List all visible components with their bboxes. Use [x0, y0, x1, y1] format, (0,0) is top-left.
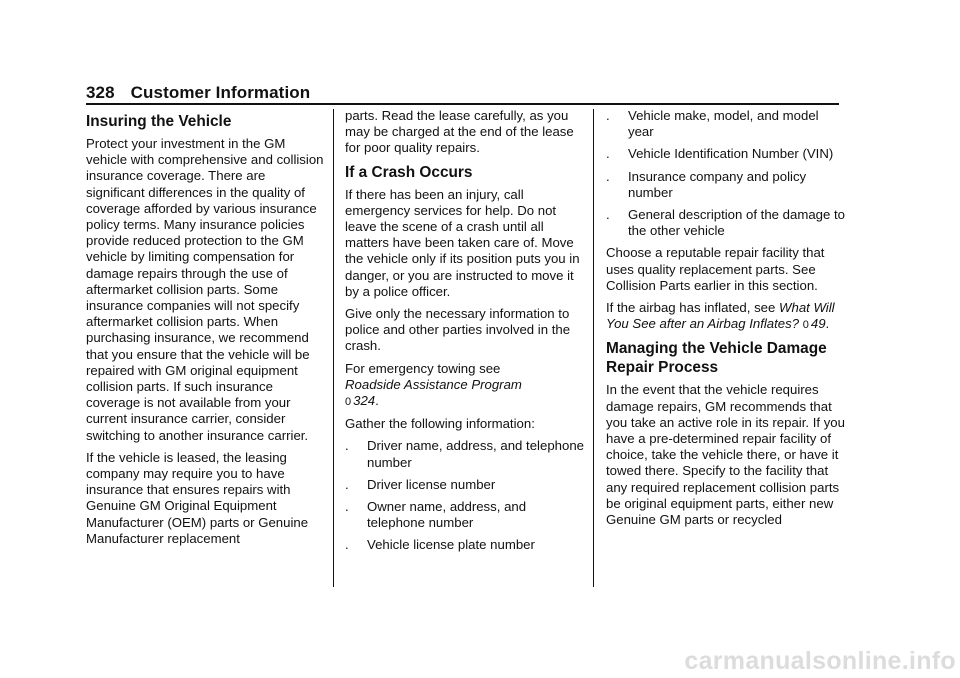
- paragraph-gather-info: Gather the following information:: [345, 416, 535, 432]
- bullet-icon: .: [606, 168, 610, 184]
- bullet-icon: .: [606, 146, 610, 162]
- page-arrow-icon: 0: [802, 319, 809, 332]
- list-item: . Vehicle license plate number: [345, 537, 535, 553]
- paragraph-repair-process: In the event that the vehicle requires damage repairs, GM recommends that you take an active role in its repair. If you have a pre-determined repair facility of choice, take the vehicle there, or have it towed there. Specify to the facility that any required replacement collision parts be original equipment parts, either new Genuine GM parts or recycled: [606, 382, 845, 528]
- paragraph-insurance-coverage: Protect your investment in the GM vehicle with comprehensive and collision insurance coverage. There are significant differences in the quality of coverage afforded by various insurance policy terms. Many insurance policies provide reduced protection to the GM vehicle by limiting compensation for damage repairs through the use of aftermarket collision parts. Some insurance companies will not specify aftermarket collision parts. When purchasing insurance, we recommend that you ensure that the vehicle will be repaired with GM original equipment collision parts. If such insurance coverage is not available from your current insurance carrier, consider switching to another insurance carrier.: [86, 136, 324, 443]
- paragraph-airbag: If the airbag has inflated, see What Will You See after an Airbag Inflates? 0 49.: [606, 300, 835, 332]
- page-arrow-icon: 0: [345, 396, 352, 409]
- paragraph-repair-facility: Choose a reputable repair facility that uses quality replacement parts. See Collision Parts earlier in this section.: [606, 245, 825, 293]
- list-item: . Vehicle make, model, and model year: [606, 108, 819, 140]
- list-item: . Driver name, address, and telephone number: [345, 438, 584, 470]
- heading-insuring: Insuring the Vehicle: [86, 113, 232, 130]
- heading-managing-repair: Managing the Vehicle Damage Repair Process: [606, 340, 827, 377]
- column-2: [345, 108, 585, 560]
- list-item: . General description of the damage to the other vehicle: [606, 207, 845, 239]
- bullet-icon: .: [345, 438, 349, 454]
- towing-lead-text: For emergency towing see: [345, 360, 501, 376]
- page-ref-49[interactable]: 49: [810, 316, 826, 332]
- column-divider-1: [333, 109, 334, 587]
- paragraph-leased-vehicle: If the vehicle is leased, the leasing company may require you to have insurance that ensures repairs with Genuine GM Original Equipment Manufacturer (OEM) parts or Genuine Manufacturer replacement: [86, 449, 309, 546]
- list-item: . Vehicle Identification Number (VIN): [606, 146, 834, 162]
- paragraph-lease-continued: parts. Read the lease carefully, as you may be charged at the end of the lease for poor quality repairs.: [345, 108, 574, 156]
- bullet-icon: .: [606, 108, 610, 123]
- bullet-icon: .: [345, 499, 349, 515]
- watermark: carmanualsonline.info: [684, 647, 956, 675]
- column-1: [86, 108, 326, 553]
- link-roadside-assistance[interactable]: Roadside Assistance Program: [345, 376, 522, 392]
- paragraph-necessary-info: Give only the necessary information to police and other parties involved in the crash.: [345, 306, 571, 354]
- bullet-icon: .: [345, 476, 349, 492]
- list-item: . Driver license number: [345, 476, 496, 492]
- bullet-icon: .: [345, 537, 349, 553]
- paragraph-injury: If there has been an injury, call emergency services for help. Do not leave the scene of a crash until all matters have been taken care of. Move the vehicle only if its position puts you in danger, or you are instructed to move it by a police officer.: [345, 186, 580, 299]
- page-header: [86, 83, 310, 103]
- airbag-lead-text: If the airbag has inflated, see: [606, 300, 776, 316]
- page-number: 328: [86, 83, 115, 102]
- list-item: . Owner name, address, and telephone number: [345, 499, 527, 531]
- paragraph-towing: For emergency towing see Roadside Assistance Program 0 324.: [345, 360, 522, 409]
- page-ref-324[interactable]: 324: [353, 393, 376, 409]
- column-divider-2: [593, 109, 594, 587]
- header-rule: [86, 103, 839, 105]
- column-3: [606, 108, 846, 534]
- bullet-icon: .: [606, 207, 610, 223]
- heading-crash-occurs: If a Crash Occurs: [345, 163, 473, 181]
- list-item: . Insurance company and policy number: [606, 168, 807, 200]
- link-airbag-inflates[interactable]: What Will You See after an Airbag Inflates?: [606, 300, 835, 332]
- section-title: Customer Information: [130, 83, 311, 102]
